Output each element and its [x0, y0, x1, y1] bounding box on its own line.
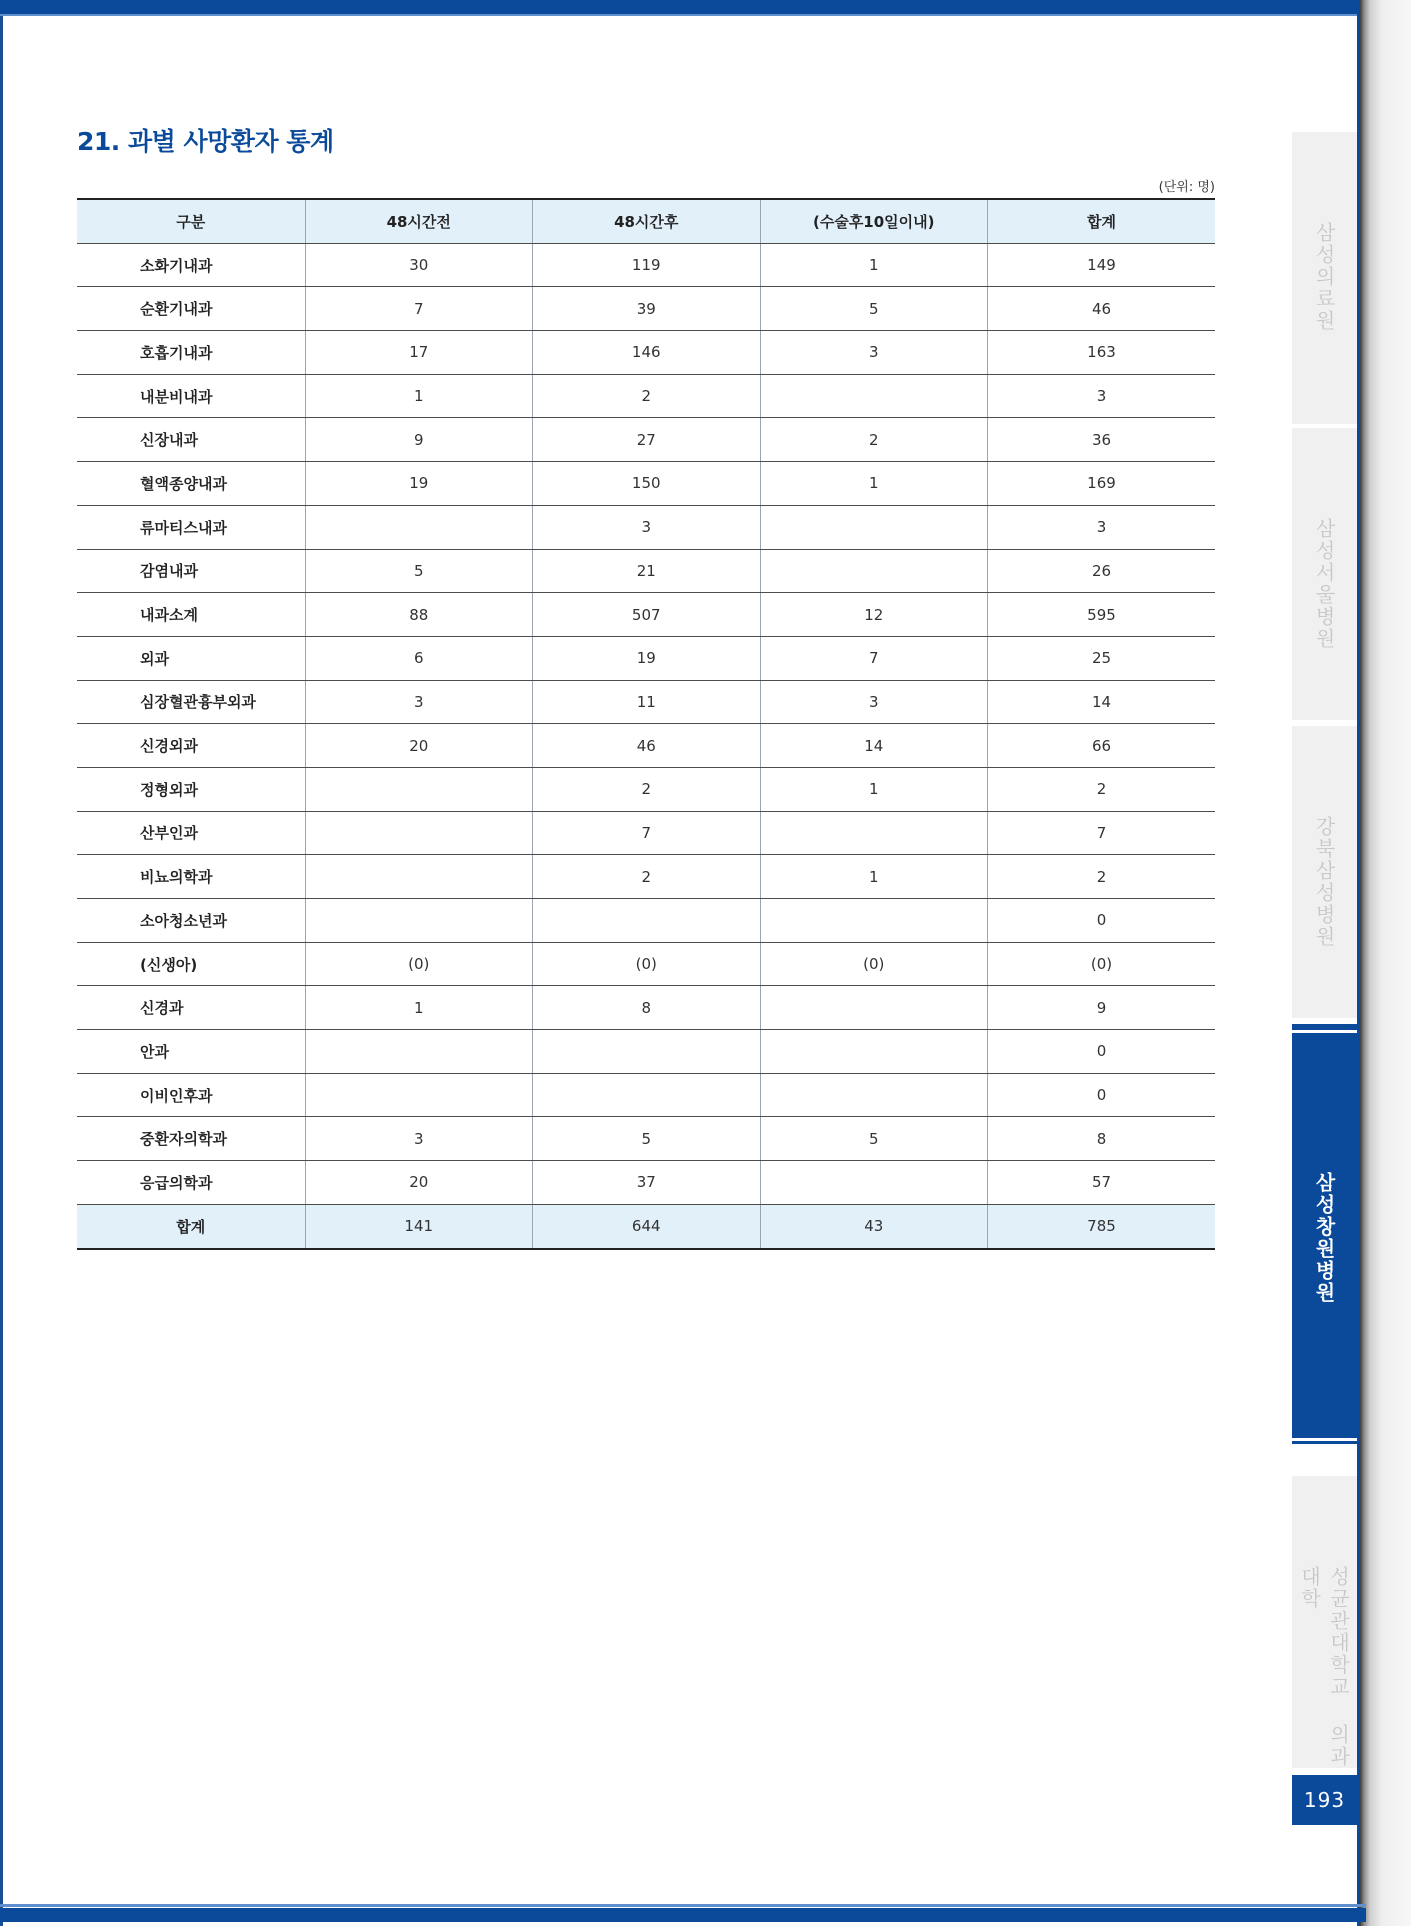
table-cell: 2: [988, 855, 1216, 899]
table-header-row: [77, 199, 1215, 243]
table-cell: 88: [305, 593, 533, 637]
table-cell: 7: [533, 811, 761, 855]
row-label: 소화기내과: [77, 243, 305, 287]
total-cell: 43: [760, 1204, 988, 1248]
table-row: [77, 1117, 1215, 1161]
row-label: 이비인후과: [77, 1073, 305, 1117]
row-label: 안과: [77, 1030, 305, 1074]
bottom-border-line: [0, 1904, 1366, 1907]
table-cell: 12: [760, 593, 988, 637]
row-label: 응급의학과: [77, 1161, 305, 1205]
header-before-48h: 48시간전: [305, 199, 533, 243]
table-cell: [760, 505, 988, 549]
row-label: 산부인과: [77, 811, 305, 855]
table-cell: (0): [533, 942, 761, 986]
table-row: [77, 1073, 1215, 1117]
table-cell: 1: [760, 767, 988, 811]
table-cell: 0: [988, 1073, 1216, 1117]
table-cell: 36: [988, 418, 1216, 462]
table-cell: [760, 811, 988, 855]
table-cell: 3: [533, 505, 761, 549]
table-cell: 146: [533, 331, 761, 375]
row-label: 심장혈관흉부외과: [77, 680, 305, 724]
table-row: [77, 331, 1215, 375]
top-border: [0, 0, 1366, 14]
side-tab-samsung-seoul-hospital[interactable]: [1292, 428, 1357, 720]
header-post-surgery: (수술후10일이내): [760, 199, 988, 243]
table-cell: 5: [533, 1117, 761, 1161]
side-tab-label: 성균관대학교 의과대학: [1297, 1566, 1351, 1768]
table-cell: 3: [760, 680, 988, 724]
row-label: 중환자의학과: [77, 1117, 305, 1161]
total-row: [77, 1204, 1215, 1248]
row-label: 감염내과: [77, 549, 305, 593]
table-row: [77, 374, 1215, 418]
table-cell: 25: [988, 636, 1216, 680]
row-label: 순환기내과: [77, 287, 305, 331]
row-label: 내과소계: [77, 593, 305, 637]
page-left-edge: [0, 0, 3, 1926]
table-cell: 46: [988, 287, 1216, 331]
table-cell: 169: [988, 462, 1216, 506]
row-label: 소아청소년과: [77, 899, 305, 943]
total-cell: 644: [533, 1204, 761, 1248]
side-tab-label: 삼성서울병원: [1312, 518, 1336, 650]
side-tab-samsung-medical-center[interactable]: [1292, 132, 1357, 424]
table-cell: 119: [533, 243, 761, 287]
table-cell: 3: [988, 374, 1216, 418]
unit-label: (단위: 명): [1158, 180, 1215, 195]
table-cell: 0: [988, 1030, 1216, 1074]
table-cell: [305, 1073, 533, 1117]
table-row: [77, 505, 1215, 549]
table-row: [77, 636, 1215, 680]
table-row: [77, 811, 1215, 855]
book-spine-shadow: [1360, 0, 1411, 1926]
active-tab-accent-line: [1292, 1438, 1357, 1441]
row-label: 외과: [77, 636, 305, 680]
total-cell: 785: [988, 1204, 1216, 1248]
table-cell: 19: [305, 462, 533, 506]
row-label: 비뇨의학과: [77, 855, 305, 899]
table-cell: 5: [760, 287, 988, 331]
table-cell: [760, 1161, 988, 1205]
table-cell: 5: [760, 1117, 988, 1161]
side-tab-kangbuk-samsung-hospital[interactable]: [1292, 726, 1357, 1018]
table-cell: 7: [305, 287, 533, 331]
page-right-edge: [1357, 0, 1360, 1926]
row-label: 내분비내과: [77, 374, 305, 418]
table-cell: 30: [305, 243, 533, 287]
table-cell: 1: [760, 855, 988, 899]
table-row: [77, 418, 1215, 462]
side-tab-label: 삼성의료원: [1312, 222, 1336, 332]
row-label: 호흡기내과: [77, 331, 305, 375]
table-row: [77, 1030, 1215, 1074]
total-cell: 141: [305, 1204, 533, 1248]
header-total: 합계: [988, 199, 1216, 243]
table-cell: 7: [760, 636, 988, 680]
table-cell: 9: [305, 418, 533, 462]
row-label: 신경외과: [77, 724, 305, 768]
table-cell: [305, 767, 533, 811]
header-category: 구분: [77, 199, 305, 243]
table-cell: [760, 986, 988, 1030]
table-row: [77, 767, 1215, 811]
table-cell: 1: [305, 374, 533, 418]
table-cell: [533, 899, 761, 943]
table-cell: 2: [988, 767, 1216, 811]
total-label: 합계: [77, 1204, 305, 1248]
table-cell: 17: [305, 331, 533, 375]
table-cell: (0): [988, 942, 1216, 986]
table-cell: 14: [988, 680, 1216, 724]
table-cell: 21: [533, 549, 761, 593]
table-cell: [533, 1073, 761, 1117]
table-cell: [305, 505, 533, 549]
table-cell: 37: [533, 1161, 761, 1205]
table-cell: 1: [760, 243, 988, 287]
active-tab-accent-line: [1292, 1030, 1357, 1033]
table-cell: 2: [533, 855, 761, 899]
table-cell: 0: [988, 899, 1216, 943]
table-cell: [533, 1030, 761, 1074]
row-label: 신경과: [77, 986, 305, 1030]
table-cell: 27: [533, 418, 761, 462]
table-row: [77, 942, 1215, 986]
table-cell: [305, 899, 533, 943]
table-cell: 19: [533, 636, 761, 680]
mortality-stats-table: [77, 198, 1215, 1250]
table-cell: 3: [988, 505, 1216, 549]
table-cell: 11: [533, 680, 761, 724]
table-cell: [305, 811, 533, 855]
table-cell: 3: [305, 680, 533, 724]
table-cell: 507: [533, 593, 761, 637]
header-after-48h: 48시간후: [533, 199, 761, 243]
table-cell: [760, 374, 988, 418]
table-cell: 1: [305, 986, 533, 1030]
table-cell: [305, 1030, 533, 1074]
table-cell: 20: [305, 724, 533, 768]
bottom-border: [0, 1908, 1366, 1922]
table-cell: 163: [988, 331, 1216, 375]
table-cell: [305, 855, 533, 899]
table-cell: 2: [760, 418, 988, 462]
side-tab-label: 강북삼성병원: [1312, 816, 1336, 948]
table-cell: [760, 899, 988, 943]
table-cell: 26: [988, 549, 1216, 593]
table-cell: 57: [988, 1161, 1216, 1205]
table-row: [77, 899, 1215, 943]
table-cell: 149: [988, 243, 1216, 287]
table-row: [77, 855, 1215, 899]
table-cell: (0): [760, 942, 988, 986]
table-cell: 9: [988, 986, 1216, 1030]
table-row: [77, 287, 1215, 331]
top-border-line: [0, 14, 1366, 16]
table-cell: 7: [988, 811, 1216, 855]
table-cell: 39: [533, 287, 761, 331]
side-tab-skku-medicine[interactable]: [1292, 1476, 1357, 1768]
table-cell: [760, 1030, 988, 1074]
row-label: (신생아): [77, 942, 305, 986]
table-cell: [760, 549, 988, 593]
table-cell: 2: [533, 374, 761, 418]
table-row: [77, 1161, 1215, 1205]
side-tab-samsung-changwon-hospital[interactable]: [1292, 1024, 1357, 1444]
table-cell: 5: [305, 549, 533, 593]
table-cell: [760, 1073, 988, 1117]
table-cell: 20: [305, 1161, 533, 1205]
row-label: 신장내과: [77, 418, 305, 462]
side-tab-label: 삼성창원병원: [1312, 1172, 1336, 1304]
table-cell: 46: [533, 724, 761, 768]
table-cell: 6: [305, 636, 533, 680]
row-label: 류마티스내과: [77, 505, 305, 549]
table-row: [77, 462, 1215, 506]
table-row: [77, 680, 1215, 724]
page-number: 193: [1292, 1775, 1357, 1825]
table-cell: 595: [988, 593, 1216, 637]
table-cell: (0): [305, 942, 533, 986]
table-row: [77, 986, 1215, 1030]
table-cell: 8: [533, 986, 761, 1030]
table-cell: 1: [760, 462, 988, 506]
table-cell: 2: [533, 767, 761, 811]
table-cell: 150: [533, 462, 761, 506]
table-cell: 3: [760, 331, 988, 375]
table-row: [77, 243, 1215, 287]
table-row: [77, 549, 1215, 593]
table-cell: 3: [305, 1117, 533, 1161]
table-cell: 66: [988, 724, 1216, 768]
row-label: 정형외과: [77, 767, 305, 811]
table-row: [77, 724, 1215, 768]
page-title: 21. 과별 사망환자 통계: [77, 127, 334, 156]
table-cell: 8: [988, 1117, 1216, 1161]
table-cell: 14: [760, 724, 988, 768]
table-row: [77, 593, 1215, 637]
row-label: 혈액종양내과: [77, 462, 305, 506]
